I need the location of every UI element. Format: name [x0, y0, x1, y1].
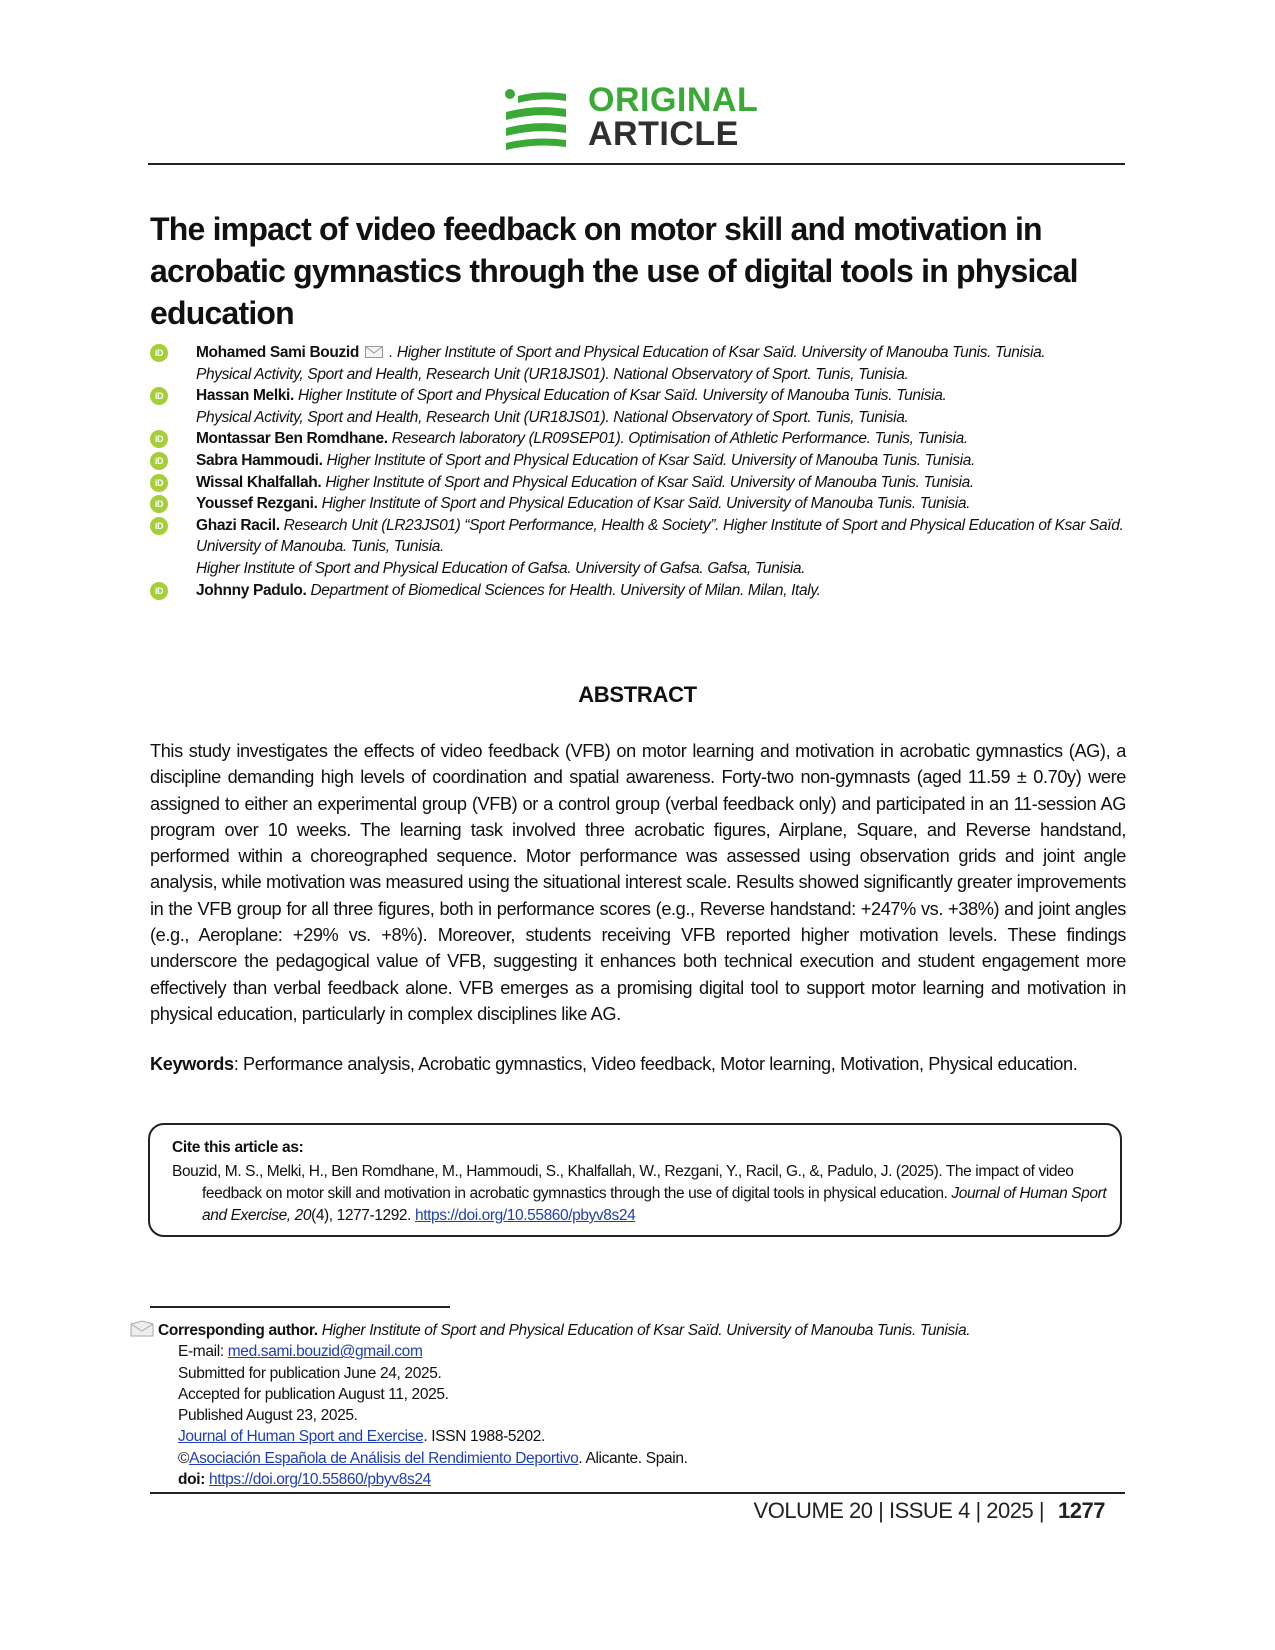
author-name: Johnny Padulo. [196, 581, 307, 599]
author-name: Wissal Khalfallah. [196, 473, 322, 491]
author-entry [150, 450, 1130, 472]
citation-journal: Journal of Human Sport and Exercise, 20 [202, 1185, 1107, 1224]
author-name: Mohamed Sami Bouzid [196, 344, 360, 361]
author-entry [150, 493, 1130, 515]
association-link[interactable]: Asociación Española de Análisis del Rendimiento Deportivo [189, 1449, 579, 1467]
author-affiliation: . Higher Institute of Sport and Physical Education of Ksar Saïd. University of Manouba Tunis. Tunisia. [388, 344, 1046, 361]
citation-text [172, 1161, 1122, 1227]
author-entry [150, 342, 1130, 385]
footer-rule [150, 1492, 1125, 1494]
email-line [130, 1341, 1110, 1362]
author-affiliation-2: Physical Activity, Sport and Health, Research Unit (UR18JS01). National Observatory of Sport. Tunis, Tunisia. [196, 365, 909, 383]
logo-line-original: ORIGINAL [588, 81, 759, 119]
orcid-icon[interactable]: iD [150, 430, 168, 448]
article-title: The impact of video feedback on motor skill and motivation in acrobatic gymnastics through the use of digital tools in physical education [150, 211, 1078, 331]
orcid-icon[interactable]: iD [150, 344, 168, 362]
author-affiliation: Research Unit (LR23JS01) “Sport Performance, Health & Society”. Higher Institute of Sport and Physical Education of Ksar Saïd. University of Manouba. Tunis, Tunisia. [196, 516, 1124, 556]
author-entry [150, 515, 1130, 580]
orcid-icon[interactable]: iD [150, 474, 168, 492]
orcid-icon[interactable]: iD [150, 387, 168, 405]
author-affiliation: Department of Biomedical Sciences for Health. University of Milan. Milan, Italy. [310, 581, 821, 599]
email-link[interactable]: med.sami.bouzid@gmail.com [227, 1343, 423, 1361]
issn: . ISSN 1988-5202. [423, 1428, 545, 1446]
location: . Alicante. Spain. [578, 1449, 688, 1467]
citation-box [148, 1123, 1122, 1237]
corresponding-affiliation: Higher Institute of Sport and Physical Education of Ksar Saïd. University of Manouba Tunis. Tunisia. [321, 1322, 971, 1339]
envelope-icon[interactable] [365, 346, 383, 358]
journal-link[interactable]: Journal of Human Sport and Exercise [178, 1428, 424, 1446]
doi-link[interactable]: https://doi.org/10.55860/pbyv8s24 [208, 1471, 431, 1489]
author-affiliation-2: Physical Activity, Sport and Health, Research Unit (UR18JS01). National Observatory of Sport. Tunis, Tunisia. [196, 408, 909, 426]
abstract-body: This study investigates the effects of video feedback (VFB) on motor learning and motivation in acrobatic gymnastics (AG), a discipline demanding high levels of coordination and spatial awareness. Forty-two non-gymnasts (aged 11.59 ± 0.70y) were assigned to either an experimental group (VFB) or a control group (verbal feedback only) and participated in an 11-session AG program over 10 weeks. The learning task involved three acrobatic figures, Airplane, Square, and Reverse handstand, performed within a choreographed sequence. Motor performance was assessed using observation grids and joint angle analysis, while motivation was measured using the situational interest scale. Results showed significantly greater improvements in the VFB group for all three figures, both in performance scores (e.g., Reverse handstand: +247% vs. +38%) and joint angles (e.g., Aeroplane: +29% vs. +8%). Moreover, students receiving VFB reported higher motivation levels. These findings underscore the pedagogical value of VFB, suggesting it enhances both technical execution and student engagement more effectively than verbal feedback alone. VFB emerges as a promising digital tool to support motor learning and motivation in physical education, particularly in complex disciplines like AG. [150, 741, 1126, 1024]
author-name: Ghazi Racil. [196, 516, 280, 534]
keywords-list: : Performance analysis, Acrobatic gymnastics, Video feedback, Motor learning, Motivation, Physical education. [233, 1054, 1078, 1074]
author-name: Sabra Hammoudi. [196, 451, 323, 469]
author-affiliation: Higher Institute of Sport and Physical Education of Ksar Saïd. University of Manouba Tunis. Tunisia. [297, 387, 947, 405]
accepted-date: Accepted for publication August 11, 2025. [178, 1385, 449, 1403]
doi-label: doi: [178, 1471, 209, 1489]
footnotes [130, 1320, 1110, 1490]
page-footer [754, 1498, 1105, 1524]
author-entry [150, 580, 1130, 602]
orcid-icon[interactable]: iD [150, 582, 168, 600]
published-date: Published August 23, 2025. [178, 1407, 358, 1425]
author-name: Montassar Ben Romdhane. [196, 430, 388, 448]
author-name: Hassan Melki. [196, 387, 294, 405]
author-entry [150, 385, 1130, 428]
author-affiliation: Research laboratory (LR09SEP01). Optimisation of Athletic Performance. Tunis, Tunisia. [391, 430, 968, 448]
author-affiliation-2: Higher Institute of Sport and Physical Education of Gafsa. University of Gafsa. Gafsa, Tunisia. [196, 559, 806, 577]
author-entry [150, 472, 1130, 494]
logo-line-article: ARTICLE [588, 115, 739, 153]
footnote-rule [150, 1306, 450, 1308]
volume-issue: VOLUME 20 | ISSUE 4 | 2025 | [753, 1498, 1045, 1523]
doi-line [130, 1469, 1110, 1490]
citation-doi-link[interactable]: https://doi.org/10.55860/pbyv8s24 [414, 1207, 636, 1224]
citation-issue: (4), 1277-1292. [311, 1207, 415, 1224]
abstract-heading: ABSTRACT [578, 682, 697, 707]
email-label: E-mail: [178, 1343, 228, 1361]
logo-stripes-icon [504, 86, 568, 150]
keywords-label: Keywords [150, 1054, 234, 1074]
author-list [150, 342, 1130, 601]
copyright-symbol: © [178, 1449, 190, 1467]
orcid-icon[interactable]: iD [150, 517, 168, 535]
page-number: 1277 [1058, 1498, 1105, 1523]
header-rule [148, 163, 1125, 165]
citation-body: Bouzid, M. S., Melki, H., Ben Romdhane, M., Hammoudi, S., Khalfallah, W., Rezgani, Y., Racil, G., &, Padulo, J. (2025). The impact of video feedback on motor skill and motivation in acrobatic gymnastics through the use of digital tools in physical education. [172, 1163, 1074, 1202]
journal-line [130, 1426, 1110, 1447]
corresponding-label: Corresponding author. [158, 1322, 318, 1339]
association-line [130, 1448, 1110, 1469]
citation-heading: Cite this article as: [172, 1139, 304, 1156]
author-name: Youssef Rezgani. [196, 495, 318, 513]
submitted-date: Submitted for publication June 24, 2025. [178, 1364, 442, 1382]
author-affiliation: Higher Institute of Sport and Physical Education of Ksar Saïd. University of Manouba Tunis. Tunisia. [321, 495, 971, 513]
logo-wordmark [588, 81, 759, 153]
keywords [150, 1051, 1126, 1077]
corresponding-author-line [130, 1320, 1110, 1341]
journal-logo [504, 81, 774, 156]
author-affiliation: Higher Institute of Sport and Physical Education of Ksar Saïd. University of Manouba Tunis. Tunisia. [326, 451, 975, 469]
envelope-icon [130, 1320, 154, 1337]
author-entry [150, 428, 1130, 450]
orcid-icon[interactable]: iD [150, 495, 168, 513]
author-affiliation: Higher Institute of Sport and Physical Education of Ksar Saïd. University of Manouba Tunis. Tunisia. [325, 473, 974, 491]
orcid-icon[interactable]: iD [150, 452, 168, 470]
